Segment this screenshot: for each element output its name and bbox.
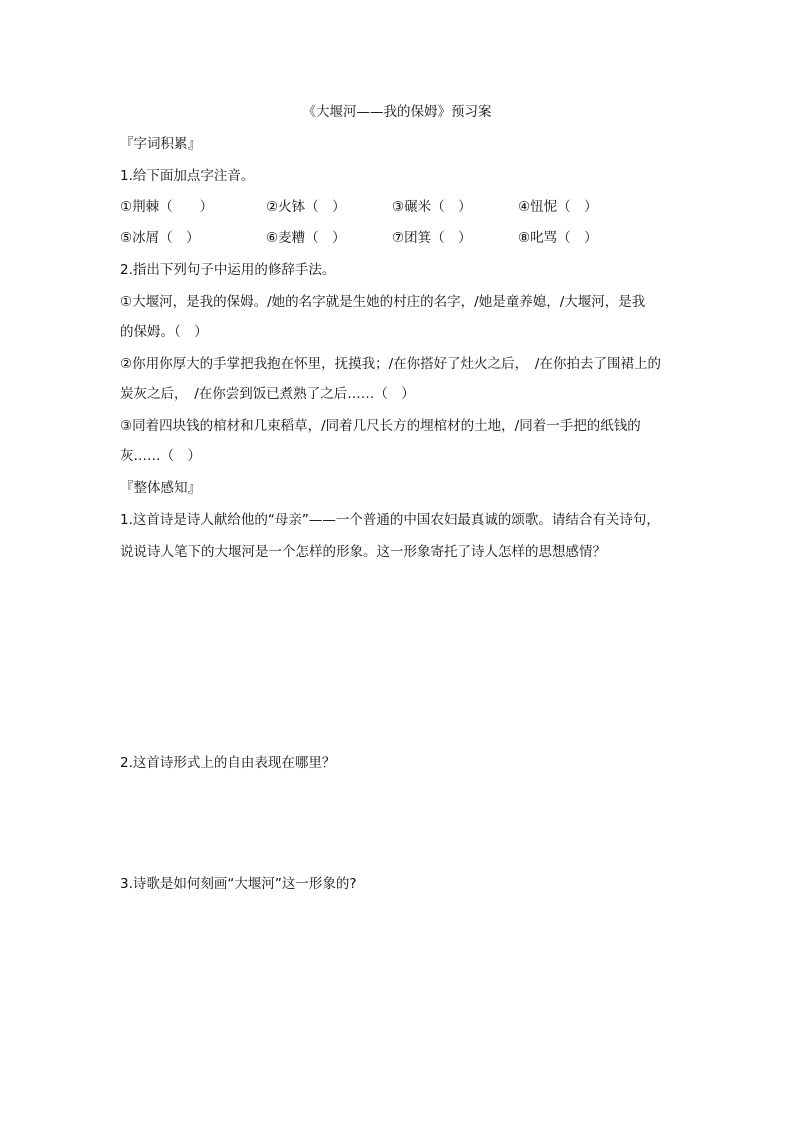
pinyin-item: ③碾米（ ） [392,199,472,215]
pinyin-item: ①荆棘（ ） [120,199,214,215]
pinyin-item: ④忸怩（ ） [518,199,598,215]
question-2-item-2-line-2: 炭灰之后， /在你尝到饭已煮熟了之后……（ ） [120,386,415,402]
section-heading-overall: 『整体感知』 [120,480,201,496]
overall-question-2: 2.这首诗形式上的自由表现在哪里？ [120,755,336,771]
question-2-item-3-line-2: 灰……（ ） [120,448,201,464]
overall-question-1-line-1: 1.这首诗是诗人献给他的“母亲”——一个普通的中国农妇最真诚的颂歌。请结合有关诗句， [120,512,660,528]
question-2-item-1-line-1: ①大堰河，是我的保姆。/她的名字就是生她的村庄的名字，/她是童养媳，/大堰河，是我 [120,294,646,310]
question-2-item-3-line-1: ③同着四块钱的棺材和几束稻草，/同着几尺长方的埋棺材的土地，/同着一手把的纸钱的 [120,418,641,434]
pinyin-item: ⑥麦糟（ ） [266,230,346,246]
page-title: 《大堰河——我的保姆》预习案 [302,104,492,120]
question-2-prompt: 2.指出下列句子中运用的修辞手法。 [120,262,336,278]
overall-question-1-line-2: 说说诗人笔下的大堰河是一个怎样的形象。这一形象寄托了诗人怎样的思想感情？ [120,544,606,560]
question-2-item-2-line-1: ②你用你厚大的手掌把我抱在怀里，抚摸我；/在你搭好了灶火之后， /在你拍去了围裙上的 [120,356,661,372]
question-2-item-1-line-2: 的保姆。（ ） [120,324,208,340]
pinyin-item: ②火钵（ ） [266,199,346,215]
pinyin-item: ⑦团箕（ ） [392,230,472,246]
pinyin-item: ⑤冰屑（ ） [120,230,200,246]
question-1-prompt: 1.给下面加点字注音。 [120,168,255,184]
pinyin-item: ⑧叱骂（ ） [518,230,598,246]
section-heading-vocab: 『字词积累』 [120,136,201,152]
overall-question-3: 3.诗歌是如何刻画“大堰河”这一形象的? [120,876,357,892]
